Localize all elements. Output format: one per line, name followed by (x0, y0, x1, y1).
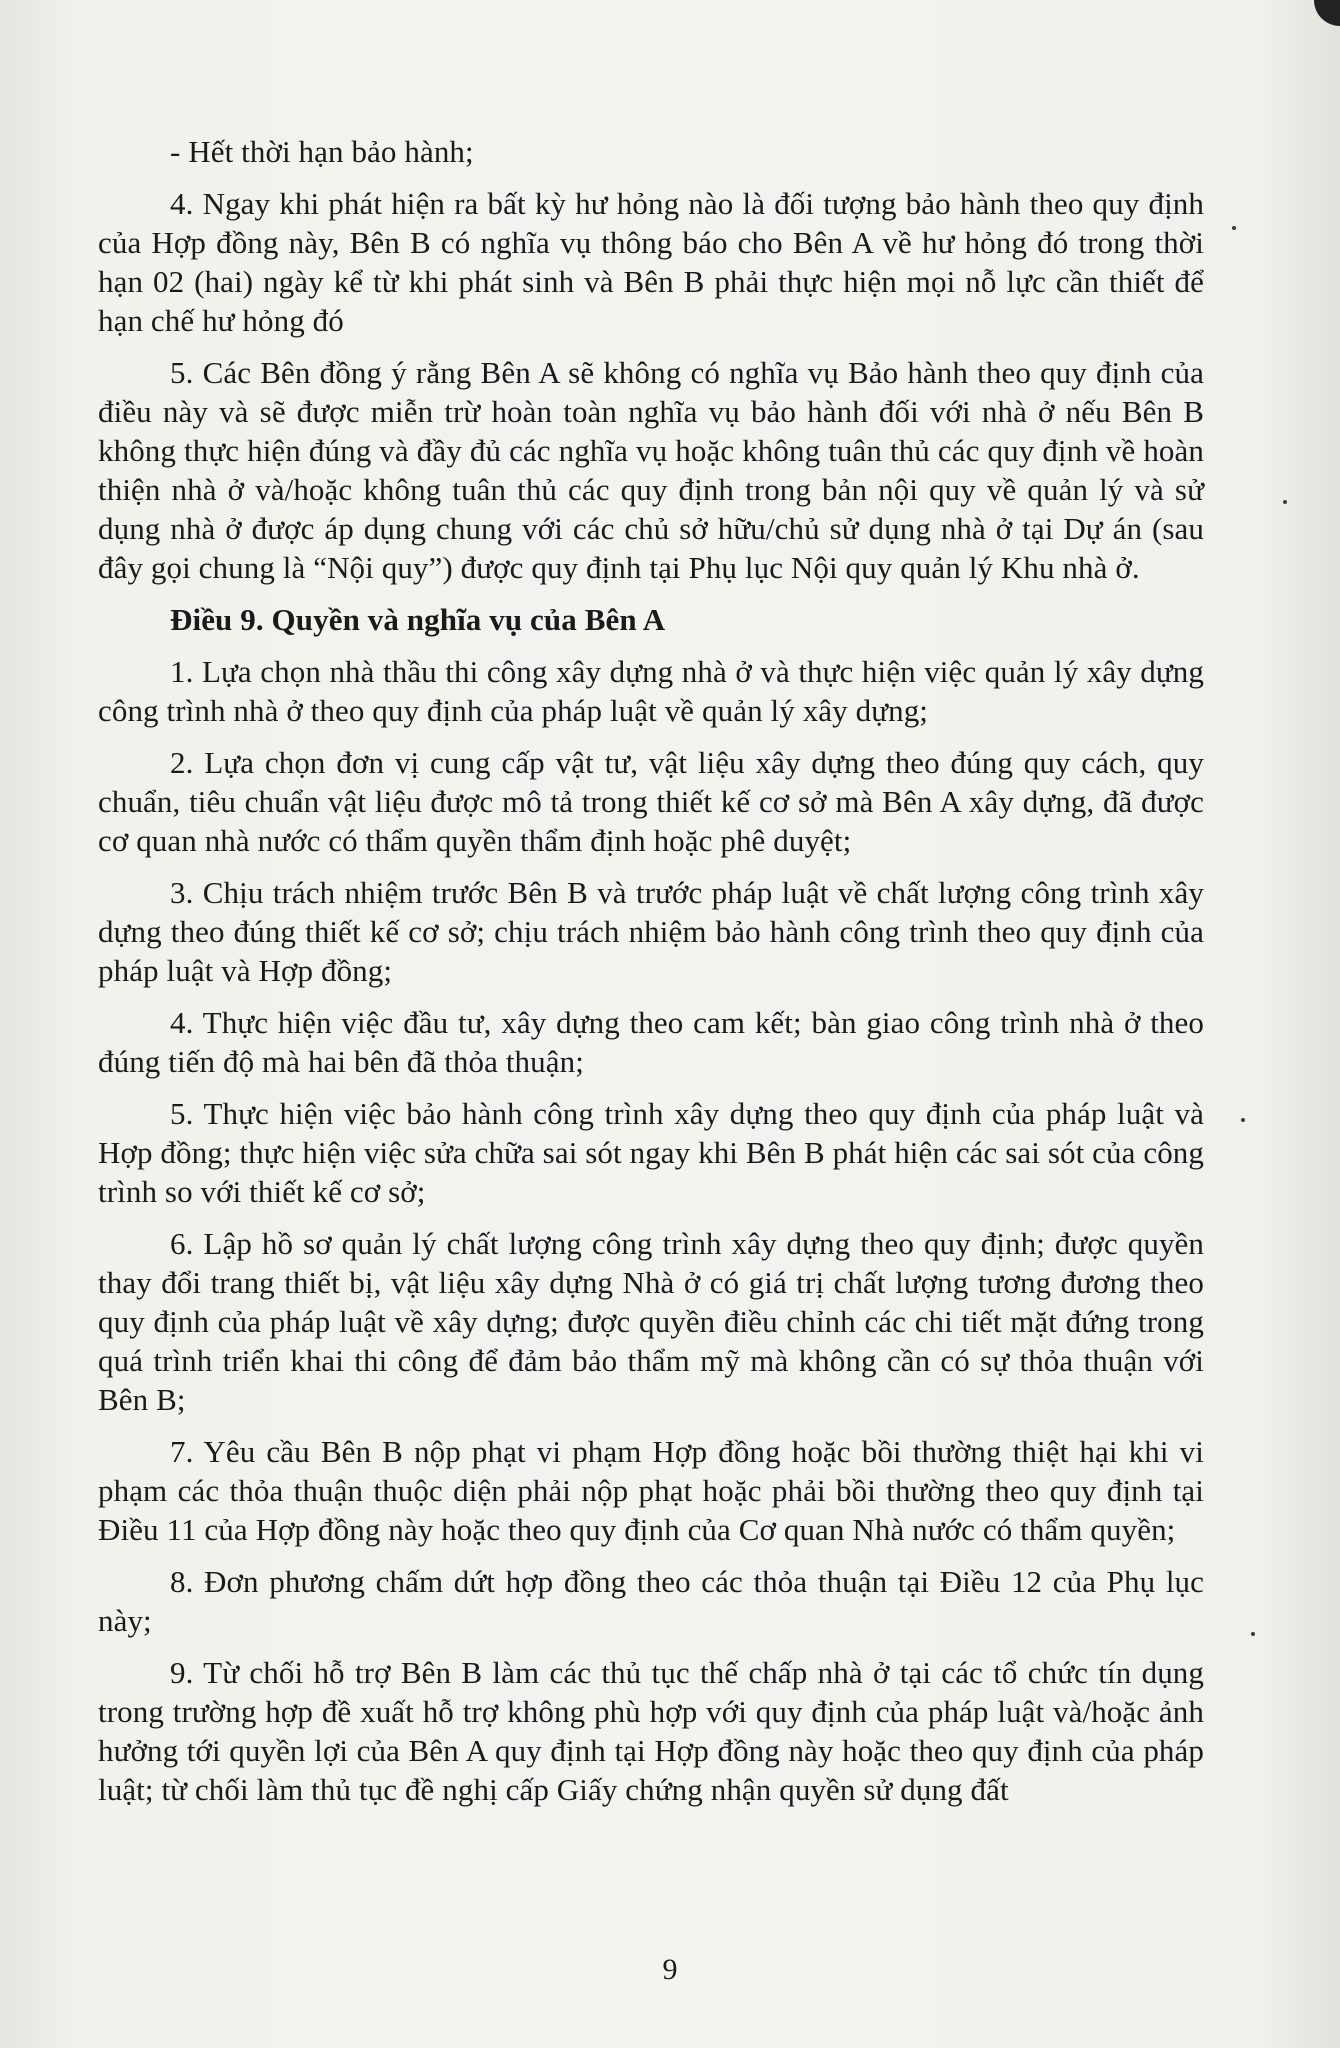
paragraph-dieu-9-item-1: 1. Lựa chọn nhà thầu thi công xây dựng nhà ở và thực hiện việc quản lý xây dựng công trình nhà ở theo quy định của pháp luật về quản lý xây dựng; (98, 654, 1204, 728)
paragraph-dieu-9-item-9: 9. Từ chối hỗ trợ Bên B làm các thủ tục thế chấp nhà ở tại các tổ chức tín dụng trong trường hợp đề xuất hỗ trợ không phù hợp với quy định của pháp luật và/hoặc ảnh hưởng tới quyền lợi của Bên A quy định tại Hợp đồng này hoặc theo quy định của pháp luật; từ chối làm thủ tục đề nghị cấp Giấy chứng nhận quyền sử dụng đất (98, 1655, 1204, 1807)
margin-speck-mark (1283, 500, 1287, 504)
paragraph-dieu-9-item-4: 4. Thực hiện việc đầu tư, xây dựng theo cam kết; bàn giao công trình nhà ở theo đúng tiến độ mà hai bên đã thỏa thuận; (98, 1005, 1204, 1079)
scan-corner-shadow (1314, 0, 1340, 26)
paragraph-dieu-9-item-5: 5. Thực hiện việc bảo hành công trình xây dựng theo quy định của pháp luật và Hợp đồng; thực hiện việc sửa chữa sai sót ngay khi Bên B phát hiện các sai sót của công trình so với thiết kế cơ sở; (98, 1096, 1204, 1209)
document-body (98, 132, 1204, 1822)
margin-speck-mark (1241, 1118, 1245, 1122)
paragraph-item-5-bao-hanh: 5. Các Bên đồng ý rằng Bên A sẽ không có nghĩa vụ Bảo hành theo quy định của điều này và sẽ được miễn trừ hoàn toàn nghĩa vụ bảo hành đối với nhà ở nếu Bên B không thực hiện đúng và đầy đủ các nghĩa vụ hoặc không tuân thủ các quy định về hoàn thiện nhà ở và/hoặc không tuân thủ các quy định trong bản nội quy về quản lý và sử dụng nhà ở được áp dụng chung với các chủ sở hữu/chủ sử dụng nhà ở tại Dự án (sau đây gọi chung là “Nội quy”) được quy định tại Phụ lục Nội quy quản lý Khu nhà ở. (98, 355, 1204, 585)
margin-speck-mark (1232, 226, 1236, 230)
margin-speck-mark (1251, 1632, 1255, 1636)
paragraph-het-thoi-han: - Hết thời hạn bảo hành; (170, 134, 474, 169)
paragraph-dieu-9-item-3: 3. Chịu trách nhiệm trước Bên B và trước pháp luật về chất lượng công trình xây dựng theo đúng thiết kế cơ sở; chịu trách nhiệm bảo hành công trình theo quy định của pháp luật và Hợp đồng; (98, 875, 1204, 988)
page-number: 9 (662, 1953, 678, 1986)
paragraph-dieu-9-item-6: 6. Lập hồ sơ quản lý chất lượng công trình xây dựng theo quy định; được quyền thay đổi trang thiết bị, vật liệu xây dựng Nhà ở có giá trị chất lượng tương đương theo quy định của pháp luật về xây dựng; được quyền điều chỉnh các chi tiết mặt đứng trong quá trình triển khai thi công để đảm bảo thẩm mỹ mà không cần có sự thỏa thuận với Bên B; (98, 1226, 1204, 1417)
paragraph-dieu-9-item-8: 8. Đơn phương chấm dứt hợp đồng theo các thỏa thuận tại Điều 12 của Phụ lục này; (98, 1564, 1204, 1638)
paragraph-dieu-9-item-7: 7. Yêu cầu Bên B nộp phạt vi phạm Hợp đồng hoặc bồi thường thiệt hại khi vi phạm các thỏa thuận thuộc diện phải nộp phạt hoặc phải bồi thường theo quy định tại Điều 11 của Hợp đồng này hoặc theo quy định của Cơ quan Nhà nước có thẩm quyền; (98, 1434, 1204, 1547)
paragraph-item-4-bao-hanh: 4. Ngay khi phát hiện ra bất kỳ hư hỏng nào là đối tượng bảo hành theo quy định của Hợp đồng này, Bên B có nghĩa vụ thông báo cho Bên A về hư hỏng đó trong thời hạn 02 (hai) ngày kể từ khi phát sinh và Bên B phải thực hiện mọi nỗ lực cần thiết để hạn chế hư hỏng đó (98, 186, 1204, 338)
paragraph-dieu-9-item-2: 2. Lựa chọn đơn vị cung cấp vật tư, vật liệu xây dựng theo đúng quy cách, quy chuẩn, tiêu chuẩn vật liệu được mô tả trong thiết kế cơ sở mà Bên A xây dựng, đã được cơ quan nhà nước có thẩm quyền thẩm định hoặc phê duyệt; (98, 745, 1204, 858)
heading-dieu-9: Điều 9. Quyền và nghĩa vụ của Bên A (170, 602, 666, 637)
